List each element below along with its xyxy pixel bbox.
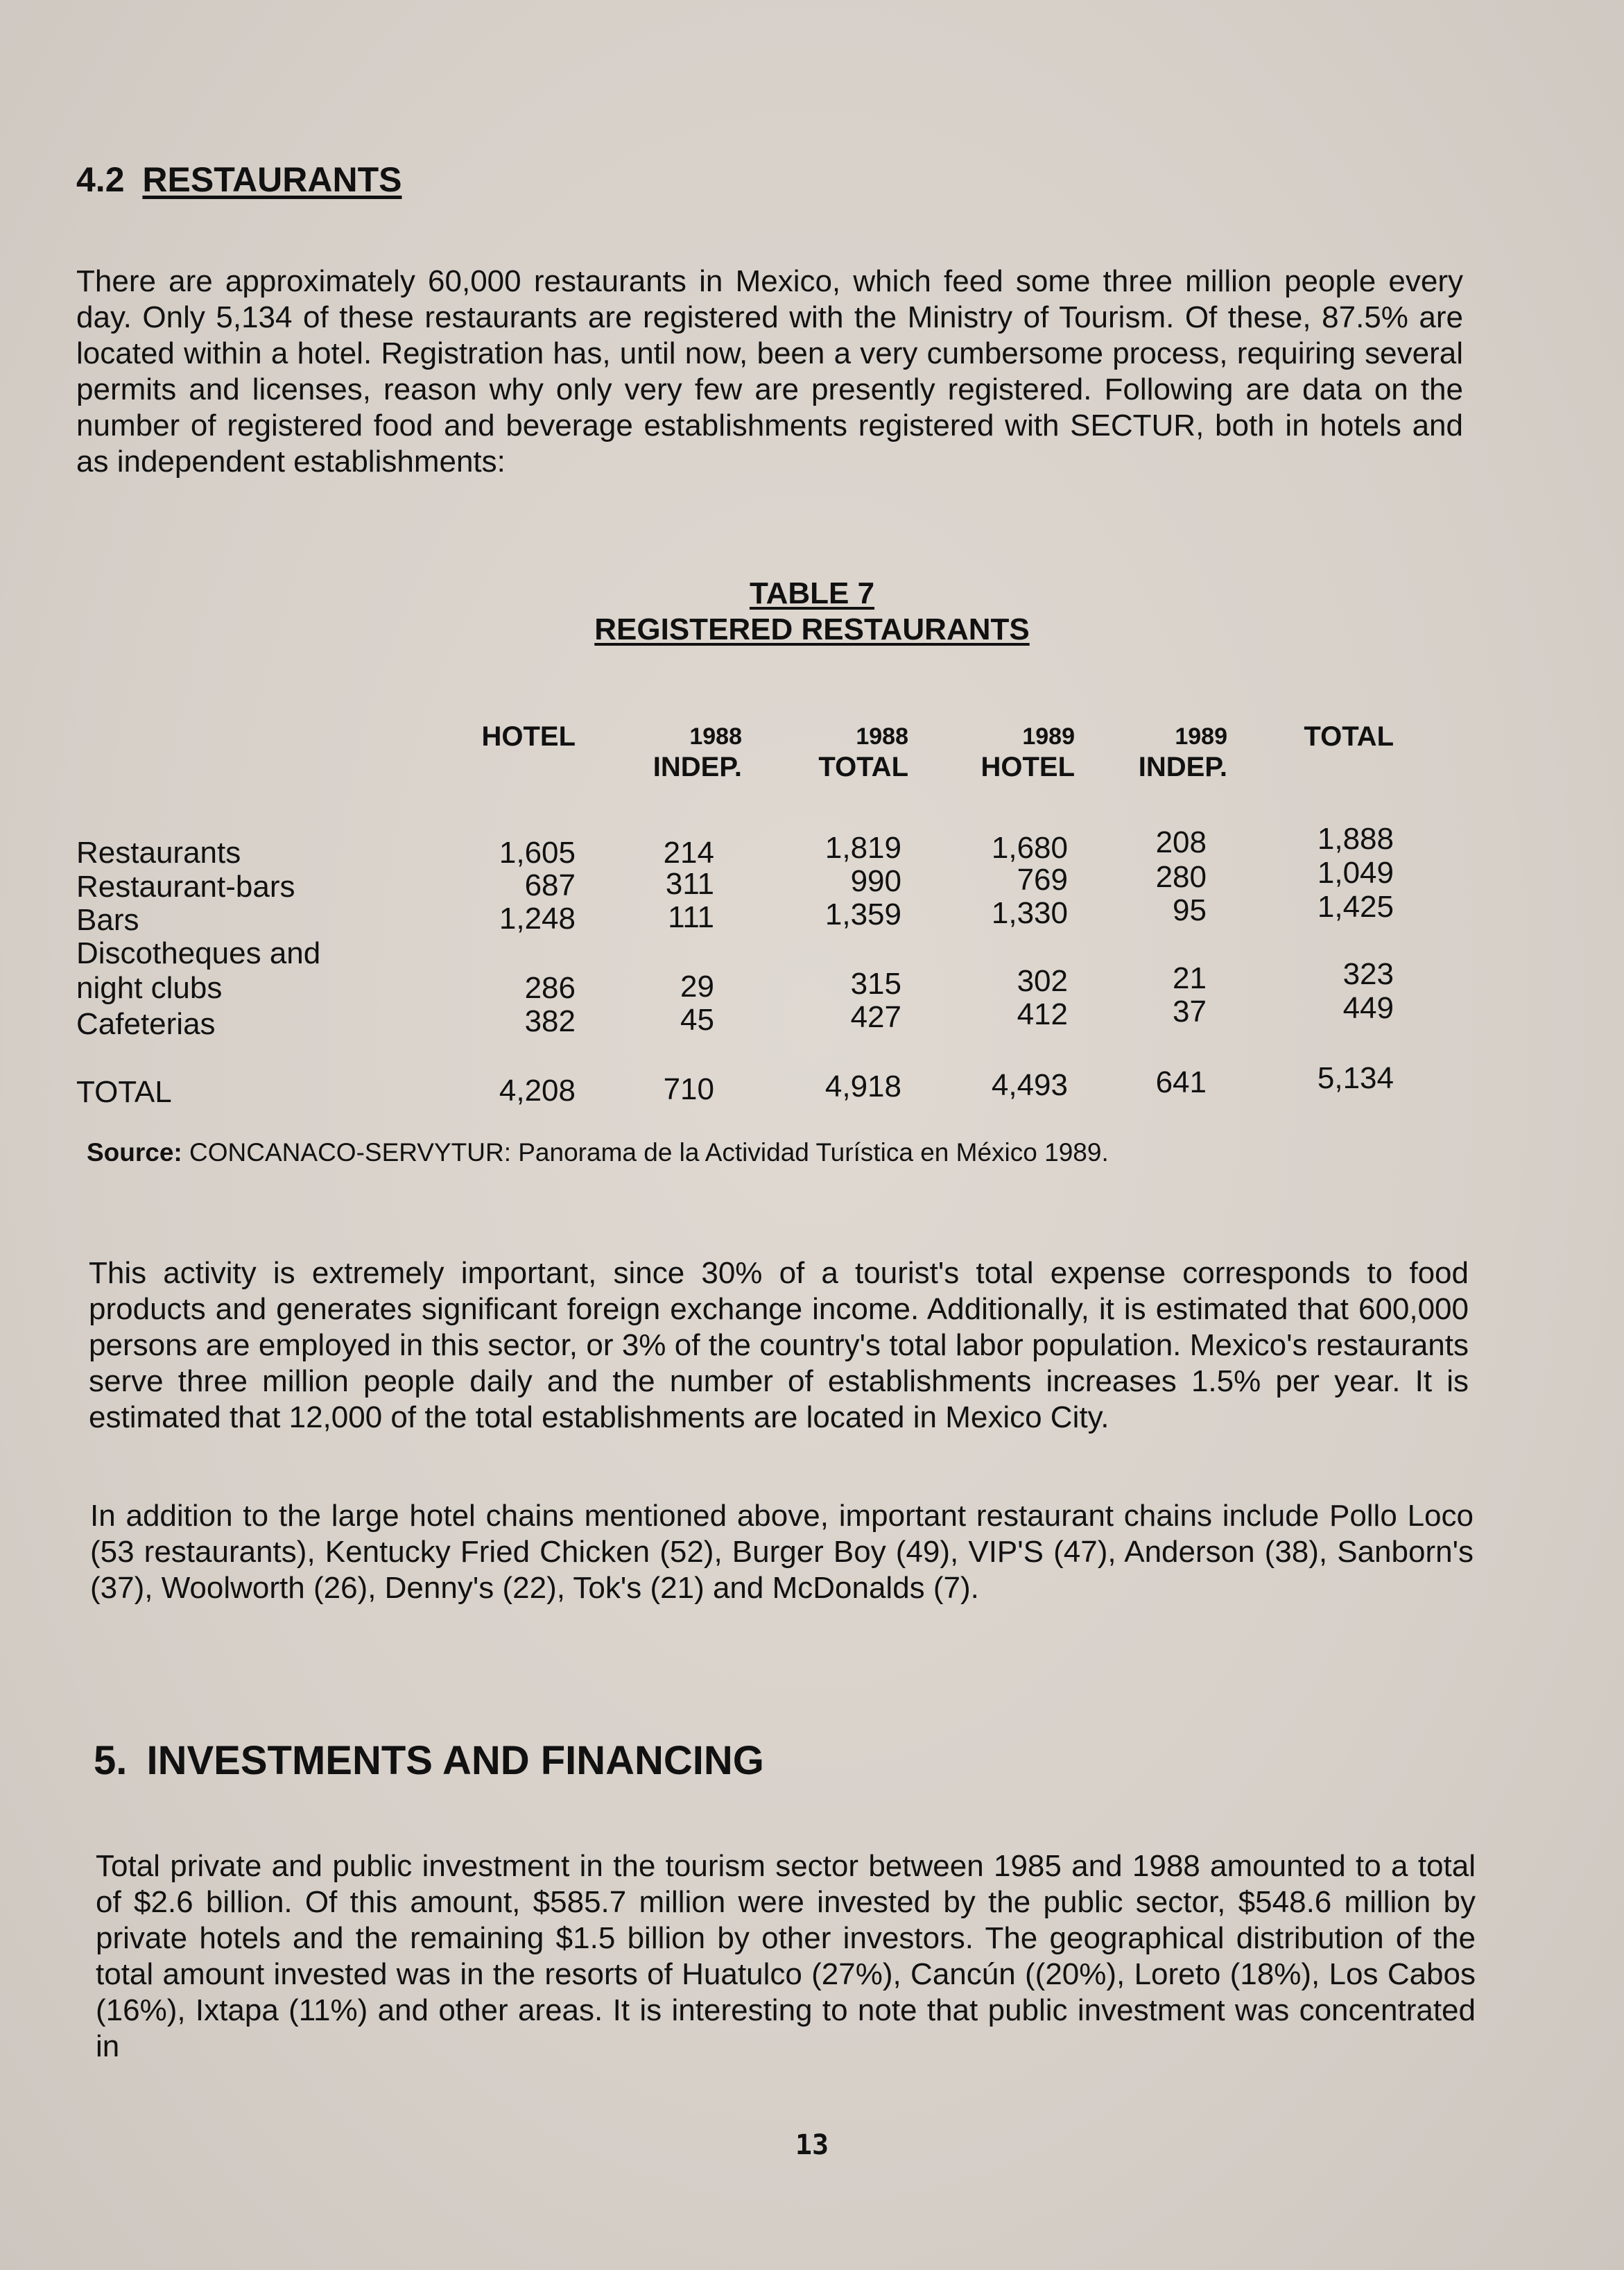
section-heading-investments bbox=[94, 1737, 764, 1784]
section-heading-restaurants bbox=[76, 160, 402, 200]
table-cell: 449 bbox=[1342, 991, 1394, 1025]
table-cell: 315 bbox=[850, 967, 901, 1001]
row-label: Discotheques and night clubs bbox=[76, 936, 321, 1005]
table-cell: 45 bbox=[680, 1003, 714, 1037]
table-cell: 1,359 bbox=[824, 897, 901, 931]
column-header: 1988 TOTAL bbox=[818, 723, 908, 782]
table-cell: 29 bbox=[680, 970, 714, 1004]
row-label-total: TOTAL bbox=[76, 1075, 172, 1109]
column-header: 1989 INDEP. bbox=[1138, 723, 1227, 782]
source-text: CONCANACO-SERVYTUR: Panorama de la Actividad Turística en México 1989. bbox=[189, 1138, 1109, 1167]
table-cell: 1,049 bbox=[1317, 856, 1394, 890]
paragraph-restaurant-chains: In addition to the large hotel chains mentioned above, important restaurant chains include Pollo Loco (53 restaurants), Kentucky Fried Chicken (52), Burger Boy (49), VIP'S (47), Anderson (38), Sanborn's (37), Woolworth (26), Denny's (22), Tok's (21) and McDonalds (7). bbox=[90, 1499, 1474, 1605]
table-cell: 382 bbox=[524, 1004, 576, 1038]
table-cell: 427 bbox=[850, 1000, 901, 1034]
table-cell: 4,208 bbox=[499, 1074, 576, 1108]
table-cell: 4,918 bbox=[824, 1069, 901, 1103]
table-cell: 208 bbox=[1155, 825, 1207, 859]
page-number: 13 bbox=[795, 2129, 829, 2161]
table-cell: 323 bbox=[1342, 957, 1394, 991]
paragraph-investment-totals: Total private and public investment in the tourism sector between 1985 and 1988 amounted to a total of $2.6 billion. Of this amount, $585.7 million were invested by the public sector, $548.6 million by private hotels and the remaining $1.5 billion by other investors. The geographical distribution of the total amount invested was in the resorts of Huatulco (27%), Cancún ((20%), Loreto (18%), Los Cabos (16%), Ixtapa (11%) and other areas. It is interesting to note that public investment was concentrated in bbox=[96, 1849, 1476, 2063]
table-cell: 1,425 bbox=[1317, 890, 1394, 924]
table-cell: 21 bbox=[1173, 961, 1207, 995]
table-cell: 641 bbox=[1155, 1065, 1207, 1099]
row-label: Restaurant-bars bbox=[76, 870, 295, 904]
table-cell: 710 bbox=[663, 1072, 714, 1106]
table-cell: 302 bbox=[1017, 964, 1068, 998]
table-cell: 1,605 bbox=[499, 836, 576, 870]
intro-paragraph: There are approximately 60,000 restaurants in Mexico, which feed some three million people every day. Only 5,134 of these restaurants are registered with the Ministry of Tourism. Of these, 87.5% are located within a hotel. Registration has, until now, been a very cumbersome process, requiring several permits and licenses, reason why only very few are presently registered. Following are data on the number of registered food and beverage establishments registered with SECTUR, both in hotels and as independent establishments: bbox=[76, 264, 1463, 479]
table-cell: 37 bbox=[1173, 995, 1207, 1029]
table-subtitle: REGISTERED RESTAURANTS bbox=[594, 612, 1030, 646]
column-header: TOTAL bbox=[1304, 721, 1394, 752]
table-cell: 412 bbox=[1017, 997, 1068, 1031]
column-header: 1988 INDEP. bbox=[653, 723, 742, 782]
table-cell: 95 bbox=[1173, 893, 1207, 927]
table-cell: 687 bbox=[524, 868, 576, 902]
row-label: Restaurants bbox=[76, 836, 241, 870]
column-header: 1989 HOTEL bbox=[981, 723, 1075, 782]
table-cell: 286 bbox=[524, 971, 576, 1005]
source-label: Source: bbox=[87, 1138, 182, 1167]
table-cell: 4,493 bbox=[991, 1068, 1068, 1102]
table-cell: 111 bbox=[668, 900, 714, 934]
table-cell: 311 bbox=[665, 867, 714, 901]
row-label: Bars bbox=[76, 903, 139, 937]
section-title: RESTAURANTS bbox=[142, 160, 402, 199]
table-cell: 990 bbox=[850, 864, 901, 898]
column-header: HOTEL bbox=[481, 721, 576, 752]
paragraph-activity-importance: This activity is extremely important, since 30% of a tourist's total expense corresponds to food products and generates significant foreign exchange income. Additionally, it is estimated that 600,000 persons are employed in this sector, or 3% of the country's total labor population. Mexico's restaurants serve three million people daily and the number of establishments increases 1.5% per year. It is estimated that 12,000 of the total establishments are located in Mexico City. bbox=[89, 1256, 1469, 1434]
table-cell: 1,248 bbox=[499, 902, 576, 936]
row-label: Cafeterias bbox=[76, 1007, 216, 1041]
table-cell: 1,330 bbox=[991, 896, 1068, 930]
table-cell: 214 bbox=[663, 836, 714, 870]
table-cell: 769 bbox=[1017, 863, 1068, 897]
table-source bbox=[87, 1137, 1109, 1168]
table-title: TABLE 7 bbox=[749, 576, 875, 610]
table-title-block bbox=[0, 576, 1624, 648]
table-cell: 1,888 bbox=[1317, 822, 1394, 856]
table-cell: 1,680 bbox=[991, 831, 1068, 865]
section-number: 4.2 bbox=[76, 160, 125, 199]
table-cell: 5,134 bbox=[1317, 1061, 1394, 1095]
section-number: 5. bbox=[94, 1738, 128, 1783]
section-title: INVESTMENTS AND FINANCING bbox=[146, 1738, 764, 1783]
table-cell: 1,819 bbox=[824, 831, 901, 865]
table-cell: 280 bbox=[1155, 860, 1207, 894]
